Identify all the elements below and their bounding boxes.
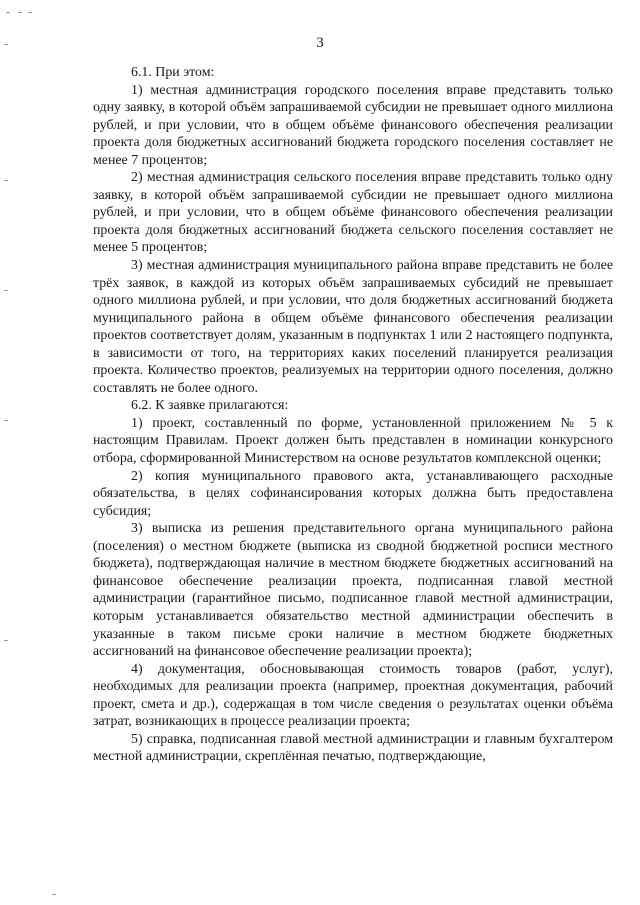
paragraph-6-1-item-1: 1) местная администрация городского поселения вправе представить только одну заявку, в которой объём запрашиваемой субсидии не превышает одного миллиона рублей, и при условии, что в общем объёме финансового обеспечения реализации проекта доля бюджетных ассигнований бюджета городского поселения составляет не менее 7 процентов; xyxy=(93,82,613,168)
paragraph-6-2-item-1: 1) проект, составленный по форме, установленной приложением № 5 к настоящим Правилам. Проект должен быть представлен в номинации конкурсного отбора, сформированной Министерством на основе результатов комплексной оценки; xyxy=(93,415,613,467)
paragraph-6-1-item-3: 3) местная администрация муниципального района вправе представить не более трёх заявок, в каждой из которых объём запрашиваемых субсидий не превышает одного миллиона рублей, и при условии, что доля бюджетных ассигнований бюджета муниципального района в общем объёме финансового обеспечения реализации проектов соответствует долям, указанным в подпунктах 1 или 2 настоящего подпункта, в зависимости от того, на территориях каких поселений планируется реализация проекта. Количество проектов, реализуемых на территории одного поселения, должно составлять не более одного. xyxy=(93,258,613,396)
paragraph-6-2-item-2: 2) копия муниципального правового акта, устанавливающего расходные обязательства, в целях софинансирования которых должна быть предоставлена субсидия; xyxy=(93,468,613,519)
paragraph-6-2-item-3: 3) выписка из решения представительного органа муниципального района (поселения) о местном бюджете (выписка из сводной бюджетной росписи местного бюджета), подтверждающая наличие в местном бюджете бюджетных ассигнований на финансовое обеспечение реализации проекта, подписанная главой местной администрации (гарантийное письмо, подписанное главой местной администрации, которым устанавливается обязательство местной администрации обеспечить в указанные в таком письме сроки наличие в местном бюджете бюджетных ассигнований на финансовое обеспечение реализации проекта); xyxy=(93,521,613,660)
scan-mark xyxy=(18,12,22,13)
paragraph-6-2-heading: 6.2. К заявке прилагаются: xyxy=(131,398,289,414)
page-number: 3 xyxy=(316,35,324,51)
scan-mark xyxy=(4,180,8,181)
paragraph-6-1-heading: 6.1. При этом: xyxy=(131,65,215,80)
paragraph-6-1-item-2: 2) местная администрация сельского поселения вправе представить только одну заявку, в которой объём запрашиваемой субсидии не превышает одного миллиона рублей, и при условии, что в общем объёме финансового обеспечения реализации проекта доля бюджетных ассигнований бюджета сельского поселения составляет не менее 5 процентов; xyxy=(93,170,613,256)
paragraph-6-2-item-4: 4) документация, обосновывающая стоимость товаров (работ, услуг), необходимых для реализации проекта (например, проектная документация, рабочий проект, смета и др.), содержащая в том числе сведения о результатах оценки объёма затрат, возникающих в процессе реализации проекта; xyxy=(93,661,613,730)
scan-mark xyxy=(4,290,8,291)
scan-mark xyxy=(4,420,8,421)
scan-mark xyxy=(6,12,10,13)
paragraph-6-2-item-5: 5) справка, подписанная главой местной администрации и главным бухгалтером местной администрации, скреплённая печатью, подтверждающие, xyxy=(93,731,613,765)
scan-mark xyxy=(28,12,32,13)
document-body xyxy=(93,64,613,766)
scan-mark xyxy=(4,640,8,641)
scan-mark xyxy=(52,894,56,895)
